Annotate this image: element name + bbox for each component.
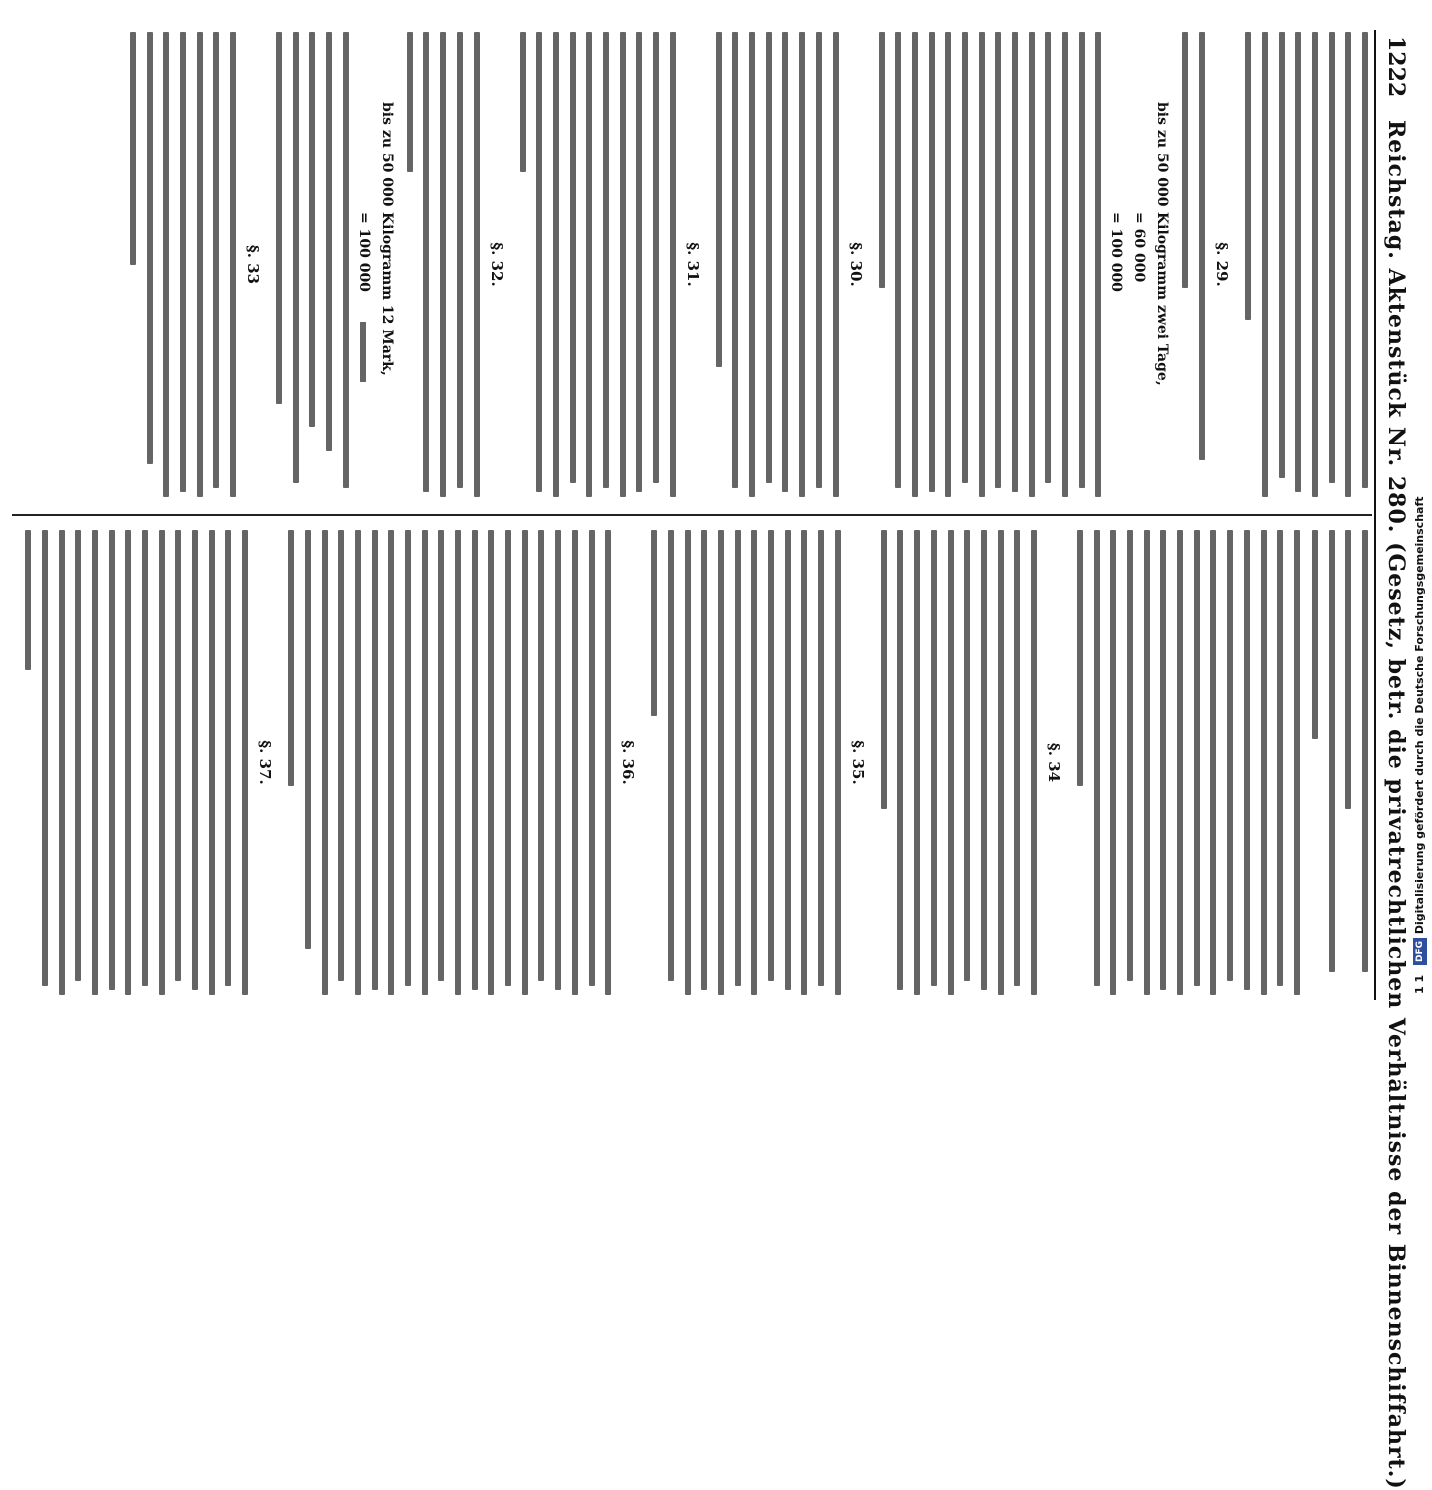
page-number: 1222 bbox=[1383, 36, 1409, 98]
text-line bbox=[835, 530, 841, 995]
text-line bbox=[998, 530, 1004, 995]
text-line bbox=[1094, 530, 1100, 986]
imprint-text: Digitalisierung gefördert durch die Deutsche Forschungsgemeinschaft bbox=[1413, 496, 1426, 935]
text-line bbox=[1277, 530, 1283, 986]
text-line bbox=[589, 530, 595, 986]
text-line bbox=[472, 530, 478, 990]
text-block bbox=[881, 530, 1037, 995]
text-line bbox=[539, 530, 545, 981]
tariff-row bbox=[355, 32, 372, 497]
text-line bbox=[1079, 32, 1085, 488]
page-running-title: Reichstag. Aktenstück Nr. 280. (Gesetz, betr. die privatrechtlichen Verhältnisse der Binnenschiffahrt.) bbox=[1383, 120, 1409, 1490]
tariff-row bbox=[1108, 32, 1125, 497]
text-line bbox=[424, 32, 430, 492]
text-line bbox=[1245, 32, 1251, 320]
section-marker: §. 36. bbox=[619, 740, 638, 785]
text-block bbox=[1245, 32, 1368, 497]
text-block bbox=[407, 32, 480, 497]
text-line bbox=[1077, 530, 1083, 786]
text-line bbox=[783, 32, 789, 492]
text-line bbox=[522, 530, 528, 995]
text-line bbox=[1294, 530, 1300, 995]
text-block bbox=[1312, 530, 1368, 995]
tariff-period: Kilogramm 12 Mark, bbox=[378, 212, 395, 376]
text-line bbox=[505, 530, 511, 986]
text-line bbox=[25, 530, 31, 670]
text-block bbox=[520, 32, 676, 497]
section-marker: §. 33 bbox=[244, 244, 263, 285]
text-line bbox=[1031, 530, 1037, 995]
text-line bbox=[833, 32, 839, 497]
text-line bbox=[981, 530, 987, 990]
text-line bbox=[879, 32, 885, 288]
text-line bbox=[159, 530, 165, 995]
text-line bbox=[818, 530, 824, 986]
tariff-unit-line bbox=[360, 322, 366, 382]
text-block bbox=[651, 530, 841, 995]
text-line bbox=[440, 32, 446, 497]
text-line bbox=[1329, 32, 1335, 483]
text-line bbox=[1261, 530, 1267, 995]
text-line bbox=[488, 530, 494, 995]
text-line bbox=[343, 32, 349, 488]
text-line bbox=[716, 32, 722, 367]
text-line bbox=[288, 530, 294, 786]
text-line bbox=[553, 32, 559, 497]
text-line bbox=[881, 530, 887, 809]
scan-marks: 1 1 bbox=[1413, 974, 1426, 994]
text-line bbox=[75, 530, 81, 981]
text-line bbox=[732, 32, 738, 488]
text-block bbox=[130, 32, 236, 497]
text-line bbox=[230, 32, 236, 497]
text-line bbox=[1127, 530, 1133, 981]
text-line bbox=[1262, 32, 1268, 497]
text-line bbox=[768, 530, 774, 981]
text-line bbox=[1045, 32, 1051, 483]
text-line bbox=[305, 530, 311, 949]
text-line bbox=[945, 32, 951, 497]
text-line bbox=[735, 530, 741, 986]
text-line bbox=[749, 32, 755, 497]
text-line bbox=[1177, 530, 1183, 995]
text-line bbox=[520, 32, 526, 172]
tariff-unit: Kilogramm zwei Tage, bbox=[1154, 212, 1171, 386]
text-line bbox=[1062, 32, 1068, 497]
text-line bbox=[109, 530, 115, 990]
text-line bbox=[1096, 32, 1102, 497]
text-line bbox=[929, 32, 935, 492]
text-line bbox=[407, 32, 413, 172]
text-line bbox=[192, 530, 198, 990]
text-line bbox=[1199, 32, 1205, 460]
text-line bbox=[242, 530, 248, 995]
text-line bbox=[422, 530, 428, 995]
text-line bbox=[651, 530, 657, 716]
text-line bbox=[226, 530, 232, 986]
tariff-row bbox=[1131, 32, 1148, 497]
text-line bbox=[1227, 530, 1233, 981]
text-line bbox=[605, 530, 611, 995]
text-line bbox=[372, 530, 378, 990]
text-line bbox=[197, 32, 203, 497]
text-line bbox=[163, 32, 169, 497]
text-block bbox=[716, 32, 839, 497]
text-line bbox=[326, 32, 332, 451]
text-line bbox=[175, 530, 181, 981]
text-line bbox=[1029, 32, 1035, 497]
text-line bbox=[1329, 530, 1335, 972]
text-line bbox=[1144, 530, 1150, 995]
text-line bbox=[816, 32, 822, 488]
text-line bbox=[1312, 32, 1318, 497]
text-line bbox=[142, 530, 148, 986]
right-column bbox=[13, 530, 1368, 995]
text-line bbox=[801, 530, 807, 995]
text-line bbox=[799, 32, 805, 497]
text-line bbox=[1279, 32, 1285, 478]
text-line bbox=[1014, 530, 1020, 986]
text-block bbox=[288, 530, 611, 995]
text-line bbox=[293, 32, 299, 483]
text-line bbox=[1160, 530, 1166, 990]
text-line bbox=[931, 530, 937, 986]
text-line bbox=[718, 530, 724, 995]
text-line bbox=[914, 530, 920, 995]
text-block bbox=[879, 32, 1102, 497]
tariff-amount: bis zu 50 000 bbox=[378, 102, 395, 207]
text-line bbox=[338, 530, 344, 981]
tariff-period: = 100 000 bbox=[1108, 212, 1125, 292]
text-line bbox=[474, 32, 480, 497]
dfg-logo: DFG bbox=[1413, 938, 1427, 965]
text-line bbox=[1362, 32, 1368, 488]
text-line bbox=[1110, 530, 1116, 995]
text-line bbox=[92, 530, 98, 995]
text-line bbox=[603, 32, 609, 488]
text-line bbox=[995, 32, 1001, 488]
text-line bbox=[898, 530, 904, 990]
text-line bbox=[322, 530, 328, 995]
text-line bbox=[668, 530, 674, 981]
text-line bbox=[405, 530, 411, 986]
text-line bbox=[670, 32, 676, 497]
text-block bbox=[25, 530, 248, 995]
column-divider bbox=[12, 514, 1372, 516]
text-line bbox=[586, 32, 592, 497]
section-marker: §. 29. bbox=[1213, 242, 1232, 287]
tariff-row bbox=[1154, 32, 1171, 497]
text-line bbox=[964, 530, 970, 981]
section-marker: §. 34 bbox=[1045, 742, 1063, 783]
section-marker: §. 32. bbox=[487, 242, 506, 287]
section-marker: §. 37. bbox=[256, 740, 275, 785]
tariff-period: = 60 000 bbox=[1131, 212, 1148, 283]
text-line bbox=[438, 530, 444, 981]
text-line bbox=[570, 32, 576, 483]
text-line bbox=[1194, 530, 1200, 986]
text-line bbox=[751, 530, 757, 995]
section-marker: §. 30. bbox=[846, 242, 865, 287]
text-line bbox=[895, 32, 901, 488]
text-line bbox=[1345, 32, 1351, 497]
text-line bbox=[555, 530, 561, 990]
tariff-period: = 100 000 bbox=[355, 212, 372, 292]
text-line bbox=[536, 32, 542, 492]
left-column bbox=[118, 32, 1368, 497]
text-line bbox=[620, 32, 626, 497]
text-line bbox=[130, 32, 136, 265]
text-line bbox=[209, 530, 215, 995]
text-line bbox=[455, 530, 461, 995]
text-block bbox=[276, 32, 349, 497]
text-line bbox=[766, 32, 772, 483]
text-line bbox=[785, 530, 791, 990]
text-line bbox=[388, 530, 394, 995]
text-line bbox=[125, 530, 131, 995]
text-line bbox=[1244, 530, 1250, 990]
text-line bbox=[912, 32, 918, 497]
text-line bbox=[1183, 32, 1189, 288]
text-line bbox=[180, 32, 186, 492]
text-line bbox=[1345, 530, 1351, 809]
text-line bbox=[59, 530, 65, 995]
text-line bbox=[147, 32, 153, 464]
section-marker: §. 31. bbox=[683, 242, 702, 287]
scanned-page bbox=[6, 30, 1416, 1490]
text-line bbox=[1211, 530, 1217, 995]
tariff-amount: bis zu 50 000 bbox=[1154, 102, 1171, 207]
text-line bbox=[213, 32, 219, 488]
text-line bbox=[572, 530, 578, 995]
text-line bbox=[355, 530, 361, 995]
text-line bbox=[653, 32, 659, 483]
text-line bbox=[309, 32, 315, 427]
text-line bbox=[685, 530, 691, 995]
tariff-row bbox=[378, 32, 395, 497]
digitization-imprint bbox=[1410, 0, 1430, 1000]
text-line bbox=[948, 530, 954, 995]
text-line bbox=[962, 32, 968, 483]
text-line bbox=[1295, 32, 1301, 492]
text-line bbox=[701, 530, 707, 990]
section-marker: §. 35. bbox=[848, 740, 867, 785]
text-block bbox=[1183, 32, 1206, 497]
text-line bbox=[1312, 530, 1318, 739]
text-line bbox=[42, 530, 48, 986]
text-line bbox=[1362, 530, 1368, 972]
text-line bbox=[457, 32, 463, 488]
text-line bbox=[276, 32, 282, 404]
text-line bbox=[636, 32, 642, 492]
text-block bbox=[1077, 530, 1300, 995]
text-line bbox=[1012, 32, 1018, 492]
text-line bbox=[979, 32, 985, 497]
